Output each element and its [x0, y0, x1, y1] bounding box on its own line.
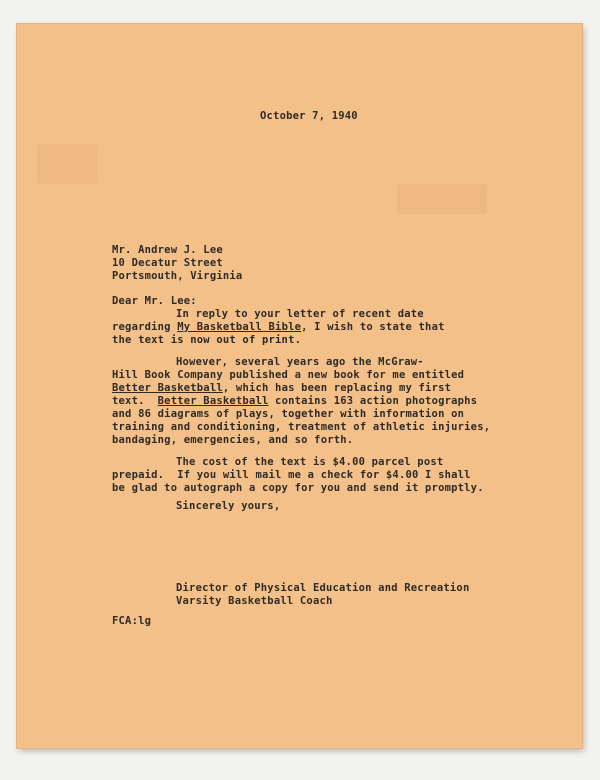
book-title: My Basketball Bible: [177, 321, 302, 333]
para1-line: In reply to your letter of recent date: [176, 308, 424, 320]
text-span: , which has been replacing my first: [222, 382, 452, 394]
book-title: Better Basketball: [157, 395, 269, 407]
text-span: contains 163 action photographs: [268, 395, 478, 407]
para2-line: Hill Book Company published a new book for me entitled: [112, 369, 465, 381]
para3-line: The cost of the text is $4.00 parcel post: [176, 456, 444, 468]
salutation: Dear Mr. Lee:: [112, 295, 197, 307]
para2-line: training and conditioning, treatment of athletic injuries,: [112, 421, 491, 433]
para1-line: [112, 321, 445, 334]
text-span: , I wish to state that: [301, 321, 445, 333]
signature-title: Varsity Basketball Coach: [176, 595, 333, 607]
para3-line: be glad to autograph a copy for you and send it promptly.: [112, 482, 484, 494]
paper-stain: [37, 144, 97, 184]
letter-date: October 7, 1940: [260, 110, 358, 122]
recipient-name: Mr. Andrew J. Lee: [112, 244, 223, 256]
text-span: regarding: [112, 321, 178, 333]
signature-title: Director of Physical Education and Recreation: [176, 582, 470, 594]
book-title: Better Basketball: [112, 382, 223, 394]
recipient-street: 10 Decatur Street: [112, 257, 223, 269]
para2-line: [112, 382, 451, 395]
para3-line: prepaid. If you will mail me a check for $4.00 I shall: [112, 469, 471, 481]
text-span: text.: [112, 395, 158, 407]
para2-line: and 86 diagrams of plays, together with information on: [112, 408, 465, 420]
recipient-city: Portsmouth, Virginia: [112, 270, 243, 282]
para1-line: the text is now out of print.: [112, 334, 302, 346]
reference-initials: FCA:lg: [112, 615, 152, 627]
para2-line: However, several years ago the McGraw-: [176, 356, 424, 368]
para2-line: bandaging, emergencies, and so forth.: [112, 434, 354, 446]
closing: Sincerely yours,: [176, 500, 281, 512]
para2-line: [112, 395, 477, 408]
paper-stain: [397, 184, 487, 214]
